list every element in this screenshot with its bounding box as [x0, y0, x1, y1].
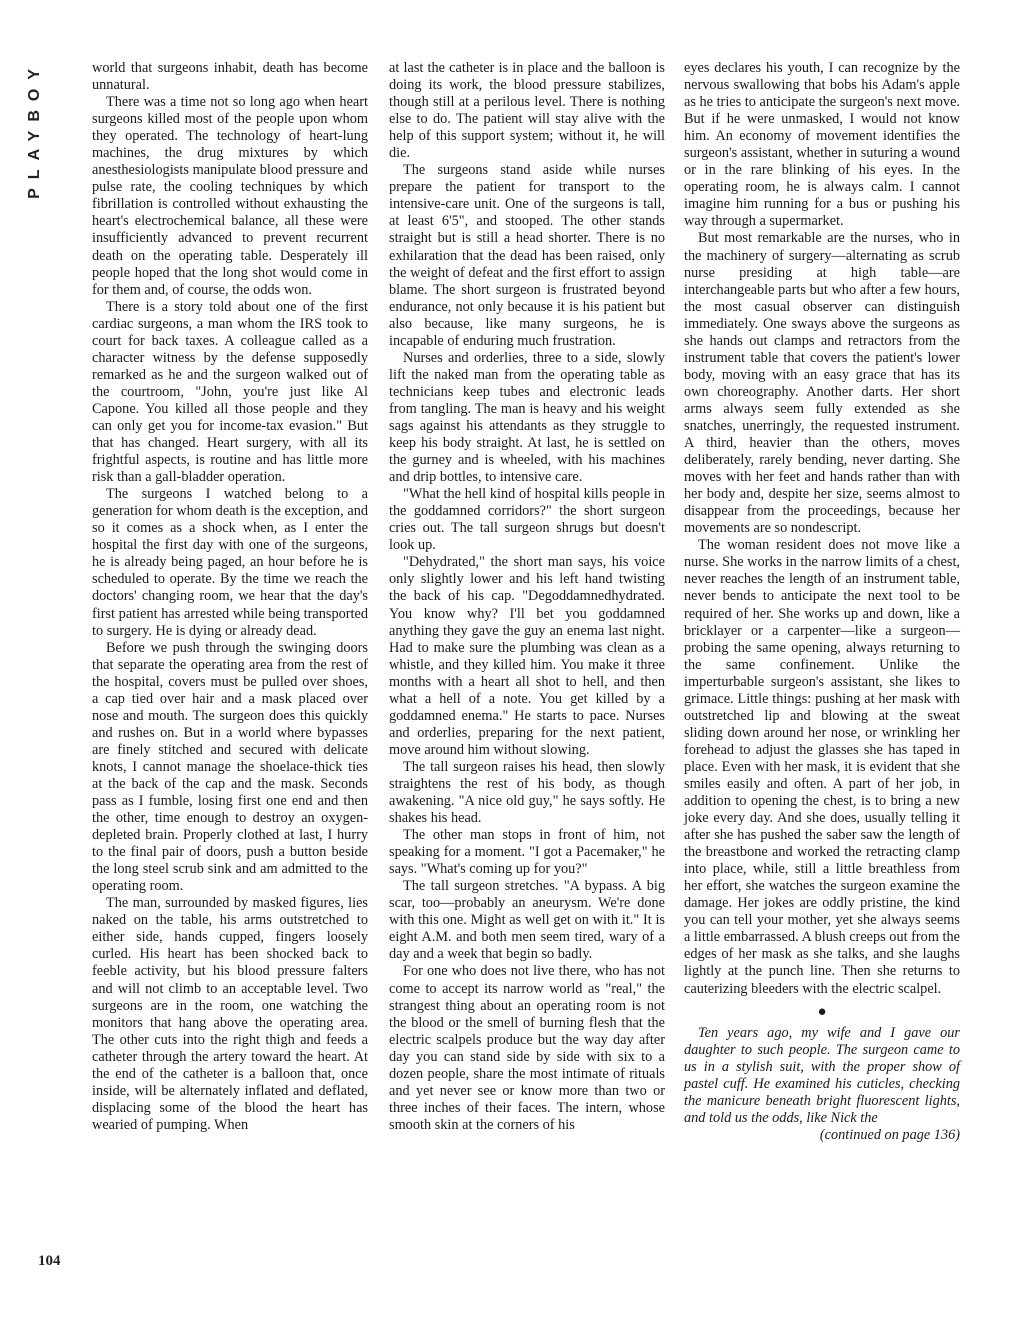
paragraph: Before we push through the swinging doors that separate the operating area from the rest of the hospital, covers must be pulled over shoes, a cap tied over hair and a mask placed over nose and mouth. The surgeon does this quickly and rushes on. But in a world where bypasses are finely stitched and secured with delicate knots, I cannot manage the shoelace-thick ties at the back of the cap and the mask. Seconds pass as I fumble, losing first one end and then the other, time enough to destroy an oxygen-depleted brain. Properly clothed at last, I hurry to the final pair of doors, push a button beside the long steel scrub sink and am admitted to the operating room. [92, 639, 368, 895]
paragraph: The surgeons I watched belong to a generation for whom death is the exception, and so it comes as a shock when, as I enter the hospital the first day with one of the surgeons, he is already being paged, an hour before he is scheduled to operate. By the time we reach the doctors' changing room, we hear that the day's first patient has arrested while being transported to surgery. He is dying or already dead. [92, 486, 368, 639]
paragraph: The tall surgeon stretches. "A bypass. A big scar, too—probably an aneurysm. We're done with this one. Might as well get on with it." It is eight A.M. and both men seem tired, wary of a day and a week that begin so badly. [389, 878, 665, 963]
article-column-1 [92, 60, 368, 1134]
paragraph: The man, surrounded by masked figures, lies naked on the table, his arms outstretched to either side, hands cupped, fingers loosely curled. His heart has been shocked back to feeble activity, but his blood pressure falters and will not climb to an acceptable level. Two surgeons are in the room, one watching the monitors that hang above the operating area. The other cuts into the right thigh and feeds a catheter through the artery toward the heart. At the end of the catheter is a balloon that, once inside, will be alternately inflated and deflated, displacing some of the blood the heart has wearied of pumping. When [92, 895, 368, 1133]
paragraph: There is a story told about one of the first cardiac surgeons, a man whom the IRS took to court for back taxes. A colleague called as a character witness by the defense supposedly remarked as he and the surgeon walked out of the courtroom, "John, you're just like Al Capone. You killed all those people and they can only get you for income-tax evasion." But that has changed. Heart surgery, with all its frightful aspects, is routine and has little more risk than a gall-bladder operation. [92, 298, 368, 486]
paragraph: The other man stops in front of him, not speaking for a moment. "I got a Pacemaker," he says. "What's coming up for you?" [389, 827, 665, 878]
continued-note: (continued on page 136) [819, 1126, 960, 1143]
paragraph: There was a time not so long ago when heart surgeons killed most of the people upon whom they operated. The technology of heart-lung machines, the drug mixtures by which anesthesiologists manipulate blood pressure and pulse rate, the cooling techniques by which fibrillation is controlled without exhausting the heart's electrochemical balance, all these were insufficiently advanced to prevent recurrent death on the operating table. Desperately ill people hoped that the long shot would come in for them and, of course, the odds won. [92, 94, 368, 298]
magazine-spine-title: PLAYBOY [26, 60, 43, 199]
paragraph: The surgeons stand aside while nurses prepare the patient for transport to the intensive-care unit. One of the surgeons is tall, at least 6'5", and stooped. The other stands straight but is still a head shorter. There is no exhilaration that the dead has been raised, only the weight of defeat and the first effort to assign blame. The short surgeon is frustrated beyond endurance, not only because it is his patient but also because, like many surgeons, he is incapable of enduring much frustration. [389, 162, 665, 349]
italic-paragraph: Ten years ago, my wife and I gave our daughter to such people. The surgeon came to us in a stylish suit, with the proper show of pastel cuff. He examined his cuticles, checking the manicure beneath bright fluorescent lights, and told us the odds, like Nick the [684, 1024, 960, 1126]
paragraph: For one who does not live there, who has not come to accept its narrow world as "real," the strangest thing about an operating room is not the blood or the smell of burning flesh that the electric scalpels produce but the way day after day you can stand side by side with six to a dozen people, share the most intimate of rituals and yet never see or know more than two or three inches of their faces. The intern, whose smooth skin at the corners of his [389, 963, 665, 1133]
article-column-3 [684, 60, 960, 1144]
paragraph: The tall surgeon raises his head, then slowly straightens the rest of his body, as though awakening. "A nice old guy," he says softly. He shakes his head. [389, 758, 665, 827]
paragraph: Nurses and orderlies, three to a side, slowly lift the naked man from the operating table as technicians keep tubes and electronic leads from tangling. The man is heavy and his weight sags against his attendants as they struggle to keep his body straight. At last, he is settled on the gurney and is wheeled, with his machines and drip bottles, to intensive care. [389, 349, 665, 486]
section-break-dot: ● [817, 1003, 827, 1020]
paragraph: "What the hell kind of hospital kills people in the goddamned corridors?" the short surgeon cries out. The tall surgeon shrugs but doesn't look up. [389, 486, 665, 554]
article-column-2 [389, 60, 665, 1134]
paragraph: eyes declares his youth, I can recognize by the nervous swallowing that bobs his Adam's apple as he tries to anticipate the surgeon's next move. But if he were unmasked, I would not know him. An economy of movement identifies the surgeon's assistant, whether in suturing a wound or in the rare blinking of his eyes. In the operating room, he is always calm. I cannot imagine him running for a bus or pushing his way through a supermarket. [684, 60, 960, 230]
paragraph: The woman resident does not move like a nurse. She works in the narrow limits of a chest, never reaches the length of an instrument table, never bends to anticipate the next tool to be required of her. She works up and down, like a bricklayer or a carpenter—like a surgeon—probing the same opening, always returning to the same confinement. Unlike the imperturbable surgeon's assistant, she likes to grimace. Little things: pushing at her mask with outstretched lip and blowing at the sweat sliding down around her nose, or wrinkling her forehead to adjust the glasses she has taped in place. Even with her mask, it is evident that she smiles easily and often. A part of her job, in addition to opening the chest, is to bring a new joke every day. And she does, usually telling it after she has pushed the saber saw the length of the breastbone and worked the retracting clamp into place, while, still a little breathless from her effort, she watches the surgeon examine the damage. Her jokes are oddly pristine, the kind you can tell your mother, yet she always seems a little embarrassed. A blush creeps out from the edges of her mask as she talks, and she laughs lightly at the punch line. Then she returns to cauterizing bleeders with the electric scalpel. [684, 537, 960, 997]
page-number: 104 [38, 1253, 61, 1269]
paragraph: world that surgeons inhabit, death has become unnatural. [92, 60, 368, 94]
paragraph: "Dehydrated," the short man says, his voice only slightly lower and his left hand twisting the back of his cap. "Degoddamnedhydrated. You know why? I'll bet you goddamned anything they gave the guy an enema last night. Had to make sure the plumbing was clean as a whistle, and they killed him. You make it three months with a heart all shot to hell, and then what a hell of a note. You get killed by a goddamned enema." He starts to pace. Nurses and orderlies, preparing for the next patient, move around him without slowing. [389, 554, 665, 758]
paragraph: But most remarkable are the nurses, who in the machinery of surgery—alternating as scrub nurse presiding at high table—are interchangeable parts but who after a few hours, the most casual observer can distinguish immediately. One sways above the surgeons as she hands out clamps and retractors from the instrument table that covers the patient's lower body, moving with an easy grace that has its own choreography. Another darts. Her short arms always seem fully extended as she snatches, unerringly, the requested instrument. A third, heavier than the others, moves deliberately, rarely bending, never darting. She moves with her feet and hands rather than with her body and, despite her size, seems almost to disappear from the proceedings, because her movements are so nondescript. [684, 230, 960, 537]
paragraph: at last the catheter is in place and the balloon is doing its work, the blood pressure stabilizes, though still at a perilous level. There is nothing else to do. The patient will stay alive with the help of this support system; without it, he will die. [389, 60, 665, 162]
